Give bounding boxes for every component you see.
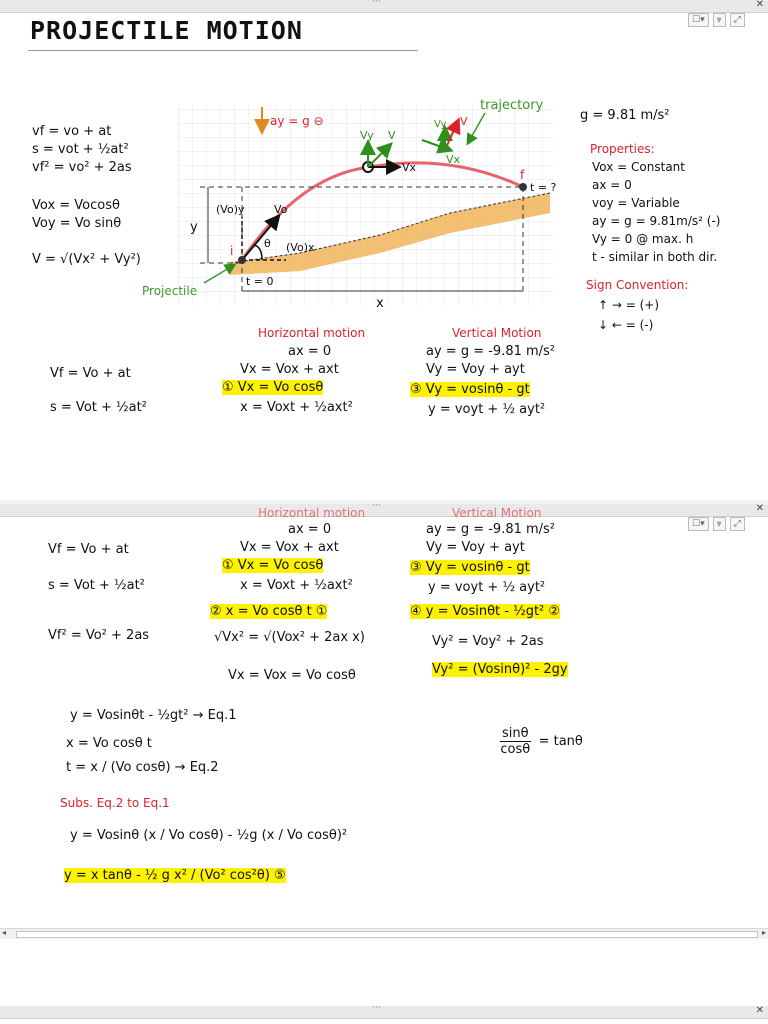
close-icon[interactable]: ✕ — [755, 0, 764, 10]
p2-horiz-5 — [210, 604, 327, 619]
horizontal-scrollbar[interactable] — [0, 928, 768, 939]
close-icon[interactable]: ✕ — [755, 1005, 764, 1016]
vo-label: Vo — [274, 203, 288, 216]
eq-v-magnitude: V = √(Vx² + Vy²) — [32, 252, 141, 267]
derive-final — [64, 868, 286, 883]
property-2: ax = 0 — [592, 178, 632, 192]
tan-numerator: sinθ — [502, 726, 529, 741]
p2-horiz-3 — [222, 558, 323, 573]
p2-horiz-7: Vx = Vox = Vo cosθ — [228, 668, 356, 683]
p2-vert-2: Vy = Voy + ayt — [426, 540, 525, 555]
v-top-label: V — [460, 115, 468, 128]
p2-horiz-6: √Vx² = √(Vox² + 2ax x) — [214, 630, 365, 645]
property-1: Vox = Constant — [592, 160, 685, 174]
page-2-topbar — [0, 501, 768, 517]
trajectory-label: trajectory — [480, 98, 544, 113]
horiz-eq-4: x = Voxt + ½axt² — [240, 400, 353, 415]
tq-label: t = ? — [530, 181, 557, 194]
p2-eq-vf: Vf = Vo + at — [48, 542, 129, 557]
property-6: t - similar in both dir. — [592, 250, 718, 264]
vy-top-label: Vy — [434, 119, 447, 130]
property-3: voy = Variable — [592, 196, 680, 210]
p2-horiz-1: ax = 0 — [288, 522, 332, 537]
ay-label: ay = g ⊖ — [270, 114, 324, 128]
download-icon[interactable]: ⩔ — [713, 517, 726, 531]
p2-horiz-2: Vx = Vox + axt — [240, 540, 339, 555]
vx-mid-label: Vx — [402, 161, 417, 174]
title-underline — [28, 50, 418, 51]
page-2-toolbar — [688, 516, 758, 532]
v-mid-label: V — [388, 129, 396, 142]
p2-vert-6: Vy² = Voy² + 2as — [432, 634, 544, 649]
drag-handle-icon[interactable]: ··· — [372, 0, 381, 7]
properties-title: Properties: — [590, 142, 655, 156]
p2-eq-vf2: Vf² = Vo² + 2as — [48, 628, 150, 643]
p2-vert-7-text: Vy² = (Vosinθ)² - 2gy — [432, 662, 568, 677]
page-1-topbar — [0, 0, 768, 13]
sign-positive: ↑ → = (+) — [598, 298, 660, 312]
projectile-label: Projectile — [142, 284, 198, 298]
p2-vert-7 — [432, 662, 568, 677]
page-2 — [0, 501, 768, 938]
vert-eq-2: Vy = Voy + ayt — [426, 362, 525, 377]
horizontal-motion-title: Horizontal motion — [258, 326, 366, 340]
voy-label: (Vo)y — [216, 203, 245, 216]
page-title: PROJECTILE MOTION — [30, 16, 303, 45]
vert-eq-4: y = voyt + ½ ayt² — [428, 402, 546, 417]
p2-vert-3-text: ③ Vy = vosinθ - gt — [410, 560, 530, 575]
p2-horiz-3-text: ① Vx = Vo cosθ — [222, 558, 324, 573]
horiz-eq-3 — [222, 380, 323, 395]
page-1-toolbar — [688, 12, 758, 28]
scroll-right-icon[interactable]: ▸ — [761, 928, 766, 937]
eq-vf: vf = vo + at — [32, 124, 112, 139]
p2-vert-3 — [410, 560, 530, 575]
vy-mid-label: Vy — [360, 129, 374, 142]
p2-vert-5-text: ④ y = Vosinθt - ½gt² ② — [410, 604, 561, 619]
tan-fraction — [500, 726, 531, 757]
scroll-left-icon[interactable]: ◂ — [2, 928, 7, 937]
sign-negative: ↓ ← = (-) — [598, 318, 654, 332]
x-label: x — [376, 296, 384, 311]
eq-vox: Vox = Vocosθ — [32, 198, 120, 213]
p2-vertical-title: Vertical Motion — [452, 506, 542, 520]
p2-horiz-5-text: ② x = Vo cosθ t ① — [210, 604, 328, 619]
drag-handle-icon[interactable]: ··· — [372, 501, 381, 511]
vx-top-label: Vx — [446, 153, 461, 166]
tan-identity — [500, 726, 583, 757]
i-label: i — [230, 244, 234, 258]
p2-vert-1: ay = g = -9.81 m/s² — [426, 522, 556, 537]
sign-convention-title: Sign Convention: — [586, 278, 689, 292]
derive-sub-result: y = Vosinθ (x / Vo cosθ) - ½g (x / Vo cosθ)² — [70, 828, 348, 843]
page-3 — [0, 1003, 768, 1024]
property-4: ay = g = 9.81m/s² (-) — [592, 214, 721, 228]
p2-horizontal-title: Horizontal motion — [258, 506, 366, 520]
tan-denominator: cosθ — [500, 742, 531, 757]
mid-eq-vf: Vf = Vo + at — [50, 366, 131, 381]
page-3-topbar — [0, 1003, 768, 1019]
derive-subs: Subs. Eq.2 to Eq.1 — [60, 796, 170, 810]
tan-rhs: = tanθ — [538, 734, 583, 749]
mid-eq-s: s = Vot + ½at² — [50, 400, 147, 415]
t0-label: t = 0 — [246, 275, 274, 288]
horiz-eq-2: Vx = Vox + axt — [240, 362, 339, 377]
expand-icon[interactable]: ⤢ — [730, 13, 745, 27]
eq-s: s = vot + ½at² — [32, 142, 129, 157]
derive-x: x = Vo cosθ t — [66, 736, 152, 751]
download-icon[interactable]: ⩔ — [713, 13, 726, 27]
expand-icon[interactable]: ⤢ — [730, 517, 745, 531]
close-icon[interactable]: ✕ — [755, 503, 764, 514]
vert-eq-1: ay = g = -9.81 m/s² — [426, 344, 556, 359]
p2-horiz-4: x = Voxt + ½axt² — [240, 578, 353, 593]
vert-eq-3 — [410, 382, 530, 397]
eq-vf2: vf² = vo² + 2as — [32, 160, 132, 175]
drag-handle-icon[interactable]: ··· — [372, 1003, 381, 1013]
theta-label: θ — [264, 237, 271, 250]
vert-eq-3-text: ③ Vy = vosinθ - gt — [410, 382, 530, 397]
horiz-eq-1: ax = 0 — [288, 344, 332, 359]
g-value: g = 9.81 m/s² — [580, 108, 670, 123]
projectile-diagram — [142, 95, 570, 320]
f-label: f — [520, 168, 525, 182]
start-point — [238, 256, 246, 264]
derive-eq2: t = x / (Vo cosθ) → Eq.2 — [66, 760, 219, 775]
property-5: Vy = 0 @ max. h — [592, 232, 694, 246]
layout-icon[interactable]: ☐▾ — [688, 13, 709, 27]
eq-voy: Voy = Vo sinθ — [32, 216, 122, 231]
vertical-motion-title: Vertical Motion — [452, 326, 542, 340]
end-point — [519, 183, 527, 191]
page-1 — [0, 0, 768, 500]
derive-final-text: y = x tanθ - ½ g x² / (Vo² cos²θ) ⑤ — [64, 868, 286, 883]
y-label: y — [190, 220, 198, 235]
derive-eq1: y = Vosinθt - ½gt² → Eq.1 — [70, 708, 237, 723]
vox-label: (Vo)x — [286, 241, 315, 254]
scrollbar-thumb[interactable] — [16, 931, 758, 938]
p2-vert-4: y = voyt + ½ ayt² — [428, 580, 546, 595]
p2-vert-5 — [410, 604, 560, 619]
horiz-eq-3-text: ① Vx = Vo cosθ — [222, 380, 324, 395]
p2-eq-s: s = Vot + ½at² — [48, 578, 145, 593]
layout-icon[interactable]: ☐▾ — [688, 517, 709, 531]
